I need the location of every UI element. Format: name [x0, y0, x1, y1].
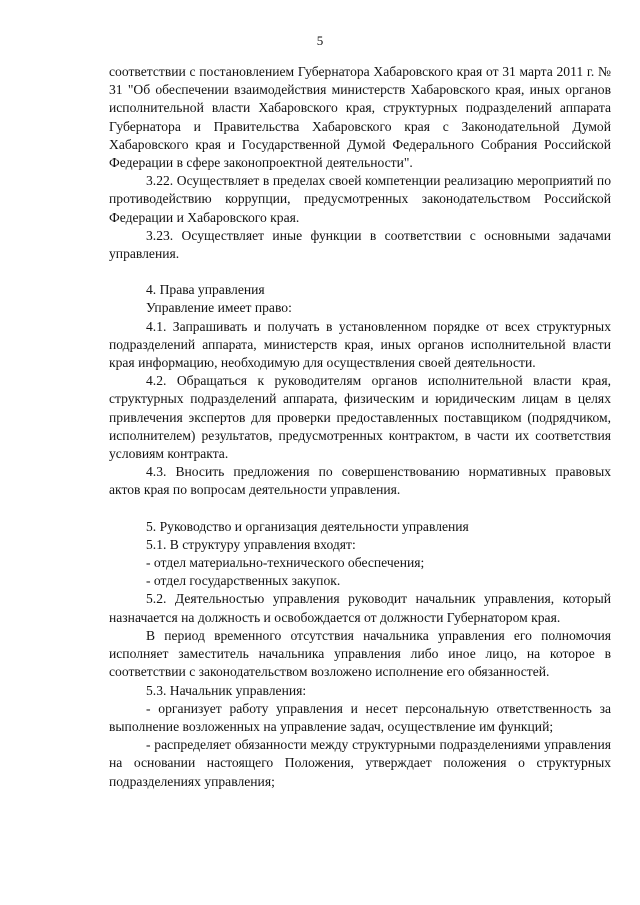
paragraph-5-2: 5.2. Деятельностью управления руководит начальник управления, который назначается на должность и освобождается от должности Губернатором края.: [109, 591, 611, 625]
list-item: - отдел государственных закупок.: [146, 573, 341, 589]
paragraph-rights-intro: Управление имеет право:: [146, 300, 292, 316]
section-heading-5: 5. Руководство и организация деятельности управления: [146, 518, 469, 534]
list-item: - отдел материально-технического обеспечения;: [146, 555, 425, 571]
list-item: - организует работу управления и несет персональную ответственность за выполнение возложенных на управление задач, осуществление им функций;: [109, 700, 611, 734]
paragraph-continuation: соответствии с постановлением Губернатора Хабаровского края от 31 марта 2011 г. № 31 "Об обеспечении взаимодействия министерств Хабаровского края, иных органов исполнительной власти Хабаровского края, структурных подразделений аппарата Губернатора и Правительства Хабаровского края с Законодательной Думой Хабаровского края и Государственной Думой Федерального Собрания Российской Федерации в сфере законопроектной деятельности".: [109, 64, 611, 171]
page-number: 5: [316, 33, 324, 48]
paragraph-3-23: 3.23. Осуществляет иные функции в соответствии с основными задачами управления.: [109, 227, 611, 262]
list-item: - распределяет обязанности между структурными подразделениями управления на основании настоящего Положения, утверждает положения о структурных подразделениях управления;: [109, 737, 611, 789]
paragraph-4-2: 4.2. Обращаться к руководителям органов исполнительной власти края, структурных подразделений аппарата, физическим и юридическим лицам в целях привлечения экспертов для проверки предоставленных поставщиком (подрядчиком, исполнителем) результатов, предусмотренных контрактом, в части их соответствия условиям контракта.: [109, 373, 611, 462]
paragraph-4-1: 4.1. Запрашивать и получать в установленном порядке от всех структурных подразделений аппарата, министерств края, иных органов исполнительной власти края информацию, необходимую для осуществления своей деятельности.: [109, 318, 611, 371]
paragraph-temporary-absence: В период временного отсутствия начальника управления его полномочия исполняет заместитель начальника управления либо иное лицо, на которое в соответствии с законодательством возложено исполнение его обязанностей.: [109, 627, 611, 680]
document-body: [109, 63, 611, 791]
paragraph-5-1: 5.1. В структуру управления входят:: [146, 536, 356, 552]
section-heading-4: 4. Права управления: [146, 282, 265, 298]
paragraph-5-3: 5.3. Начальник управления:: [146, 682, 307, 698]
paragraph-4-3: 4.3. Вносить предложения по совершенствованию нормативных правовых актов края по вопросам деятельности управления.: [109, 464, 611, 498]
paragraph-3-22: 3.22. Осуществляет в пределах своей компетенции реализацию мероприятий по противодействию коррупции, предусмотренных законодательством Российской Федерации и Хабаровского края.: [109, 173, 611, 225]
